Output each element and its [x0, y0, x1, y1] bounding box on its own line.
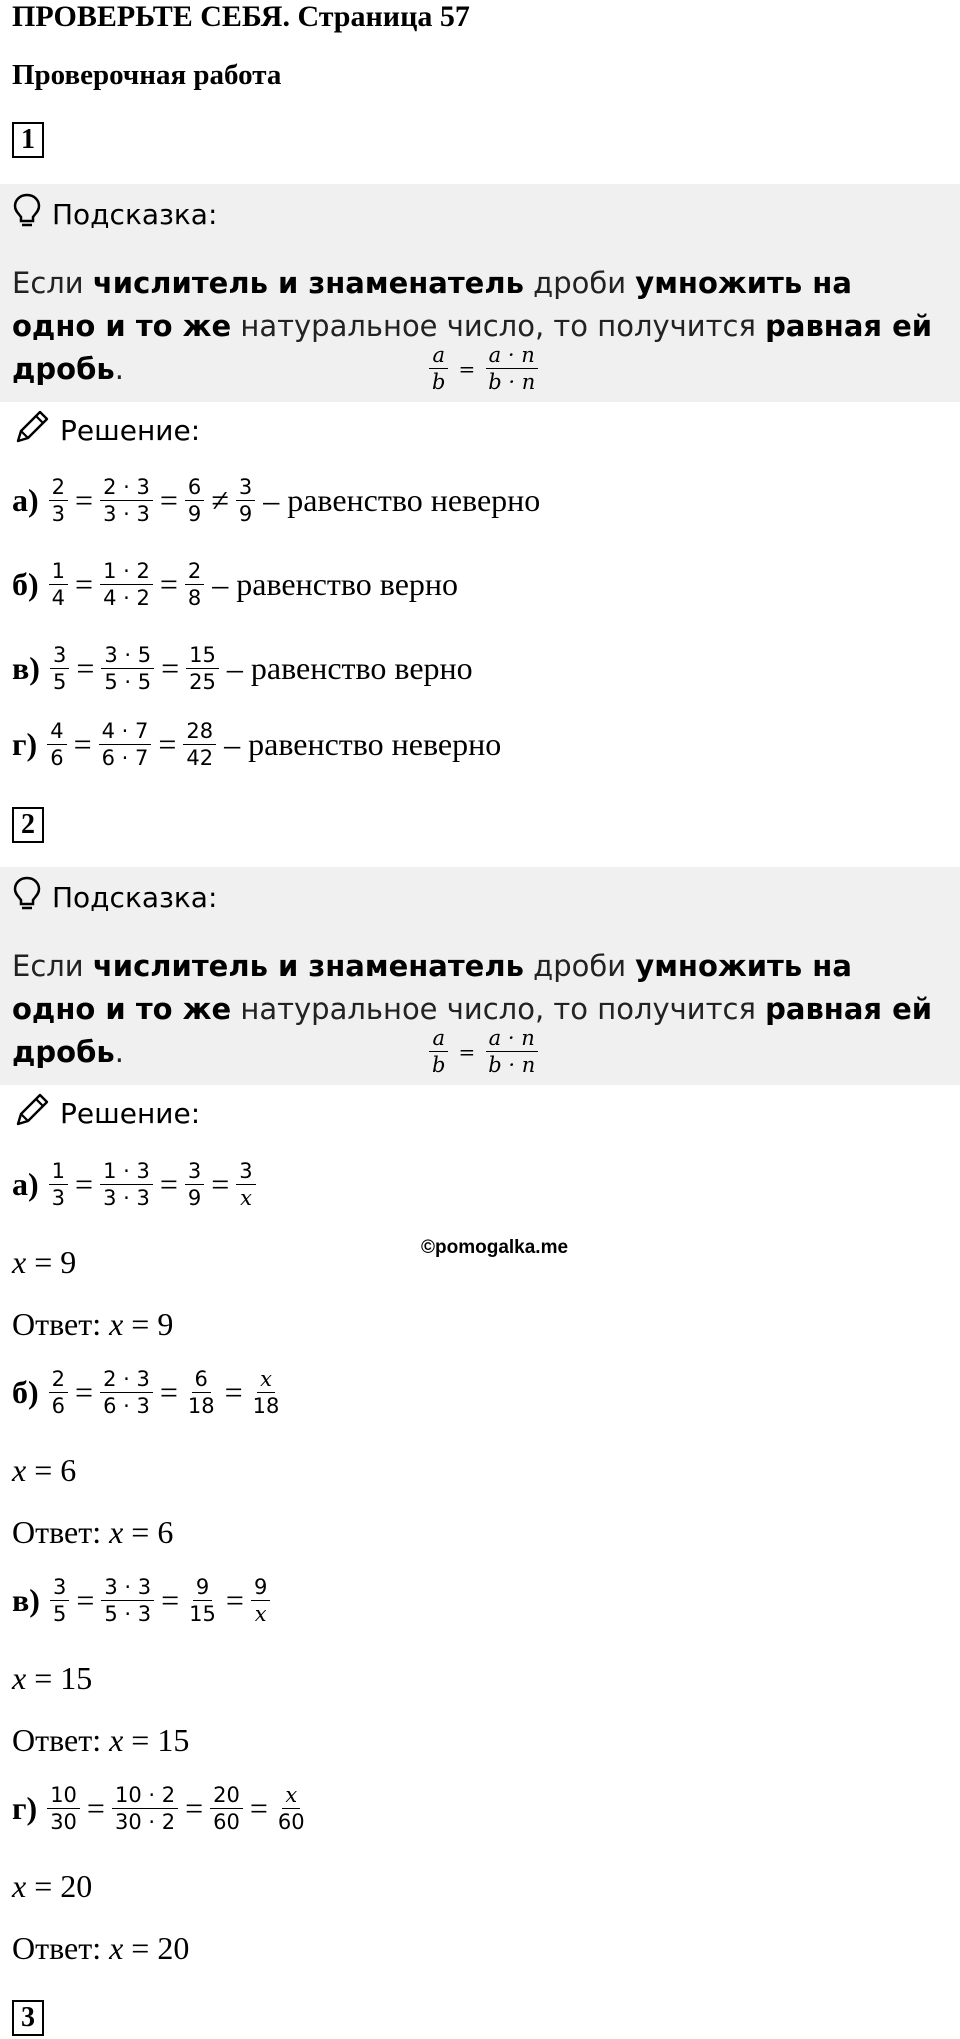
fraction: $\frac{a \cdot n}{b \cdot n}$	[485, 342, 538, 395]
fraction: $\frac{2}{8}$	[185, 558, 204, 611]
fraction: $\frac{9}{x}$	[251, 1574, 270, 1627]
task2-x-line-g: x = 20	[12, 1868, 93, 1904]
hint-formula: $\frac{a}{b}$ = $\frac{a \cdot n}{b \cdot n}$	[425, 342, 542, 395]
fraction: $\frac{2}{3}$	[49, 474, 68, 527]
task2-row-b: б) $\frac{2}{6}$ = $\frac{2 \cdot 3}{6 \cdot 3}$ = $\frac{6}{18}$ = $\frac{x}{18}$	[12, 1366, 286, 1419]
fraction: $\frac{6}{18}$	[187, 1367, 215, 1418]
fraction: $\frac{6}{9}$	[185, 474, 204, 527]
fraction: $\frac{3}{5}$	[50, 642, 69, 695]
task2-row-a: а) $\frac{1}{3}$ = $\frac{1 \cdot 3}{3 \cdot 3}$ = $\frac{3}{9}$ = $\frac{3}{x}$	[12, 1158, 260, 1211]
task1-row-a: а) $\frac{2}{3}$ = $\frac{2 \cdot 3}{3 \cdot 3}$ = $\frac{6}{9}$ ≠ $\frac{3}{9}$ – равенство неверно	[12, 475, 541, 526]
task1-row-g: г) $\frac{4}{6}$ = $\frac{4 \cdot 7}{6 \cdot 7}$ = $\frac{28}{42}$ – равенство неверно	[12, 719, 502, 770]
fraction: $\frac{10 \cdot 2}{30 \cdot 2}$	[112, 1782, 178, 1835]
fraction: $\frac{3}{9}$	[185, 1158, 204, 1211]
task2-answer-g: Ответ: x = 20	[12, 1930, 190, 1966]
fraction: $\frac{15}{25}$	[186, 642, 219, 695]
fraction: $\frac{10}{30}$	[47, 1782, 80, 1835]
fraction: $\frac{1}{3}$	[49, 1158, 68, 1211]
solution-heading-1: Решение:	[12, 407, 200, 454]
fraction: $\frac{3}{5}$	[50, 1574, 69, 1627]
page-title: ПРОВЕРЬТЕ СЕБЯ. Страница 57	[12, 0, 470, 33]
task2-row-g: г) $\frac{10}{30}$ = $\frac{10 \cdot 2}{30 \cdot 2}$ = $\frac{20}{60}$ = $\frac{x}{60}$	[12, 1782, 312, 1835]
fraction: $\frac{x}{18}$	[252, 1367, 280, 1418]
page-subtitle: Проверочная работа	[12, 59, 282, 91]
fraction: $\frac{1 \cdot 2}{4 \cdot 2}$	[100, 558, 153, 611]
hint-heading-label: Подсказка:	[52, 880, 218, 914]
fraction: $\frac{a}{b}$	[429, 1025, 448, 1078]
fraction: $\frac{2}{6}$	[49, 1366, 68, 1419]
hint-text: Если числитель и знаменатель дроби умножить на одно и то же натуральное число, то получится равная ей дробь.	[12, 266, 933, 386]
hint-text: Если числитель и знаменатель дроби умножить на одно и то же натуральное число, то получится равная ей дробь.	[12, 949, 933, 1069]
fraction: $\frac{a \cdot n}{b \cdot n}$	[485, 1025, 538, 1078]
fraction: $\frac{a}{b}$	[429, 342, 448, 395]
fraction: $\frac{3 \cdot 3}{5 \cdot 3}$	[101, 1574, 154, 1627]
task1-row-b: б) $\frac{1}{4}$ = $\frac{1 \cdot 2}{4 \cdot 2}$ = $\frac{2}{8}$ – равенство верно	[12, 559, 459, 610]
fraction: $\frac{28}{42}$	[183, 718, 216, 771]
fraction: $\frac{1}{4}$	[49, 558, 68, 611]
lightbulb-icon	[12, 192, 42, 237]
fraction: $\frac{3}{x}$	[236, 1158, 255, 1211]
task-number-1: 1	[12, 122, 44, 158]
fraction: $\frac{4}{6}$	[47, 718, 66, 771]
fraction: $\frac{4 \cdot 7}{6 \cdot 7}$	[99, 718, 152, 771]
fraction: $\frac{2 \cdot 3}{6 \cdot 3}$	[100, 1366, 153, 1419]
fraction: $\frac{3}{9}$	[236, 474, 255, 527]
task2-answer-b: Ответ: x = 6	[12, 1514, 174, 1550]
task-number-2: 2	[12, 807, 44, 843]
task2-answer-a: Ответ: x = 9	[12, 1306, 174, 1342]
watermark: ©pomogalka.me	[421, 1237, 569, 1258]
lightbulb-icon	[12, 875, 42, 920]
pencil-icon	[12, 1090, 52, 1137]
fraction: $\frac{9}{15}$	[189, 1575, 216, 1626]
hint-heading	[12, 875, 217, 919]
fraction: $\frac{3 \cdot 5}{5 \cdot 5}$	[101, 642, 154, 695]
fraction: $\frac{2 \cdot 3}{3 \cdot 3}$	[100, 474, 153, 527]
fraction: $\frac{20}{60}$	[210, 1782, 243, 1835]
hint-formula: $\frac{a}{b}$ = $\frac{a \cdot n}{b \cdot n}$	[425, 1025, 542, 1078]
hint-box-1	[0, 184, 960, 402]
task2-x-line-b: x = 6	[12, 1452, 77, 1488]
task2-answer-v: Ответ: x = 15	[12, 1722, 190, 1758]
fraction: $\frac{1 \cdot 3}{3 \cdot 3}$	[100, 1158, 153, 1211]
fraction: $\frac{x}{60}$	[277, 1783, 305, 1834]
solution-heading-2: Решение:	[12, 1090, 200, 1137]
task2-x-line-v: x = 15	[12, 1660, 93, 1696]
pencil-icon	[12, 407, 52, 454]
task-number-3: 3	[12, 2000, 44, 2036]
hint-heading-label: Подсказка:	[52, 197, 218, 231]
hint-box-2	[0, 867, 960, 1085]
task2-x-line-a: x = 9	[12, 1244, 77, 1280]
task2-row-v: в) $\frac{3}{5}$ = $\frac{3 \cdot 3}{5 \cdot 3}$ = $\frac{9}{15}$ = $\frac{9}{x}$	[12, 1574, 274, 1627]
task1-row-v: в) $\frac{3}{5}$ = $\frac{3 \cdot 5}{5 \cdot 5}$ = $\frac{15}{25}$ – равенство верно	[12, 643, 473, 694]
hint-heading	[12, 192, 217, 236]
